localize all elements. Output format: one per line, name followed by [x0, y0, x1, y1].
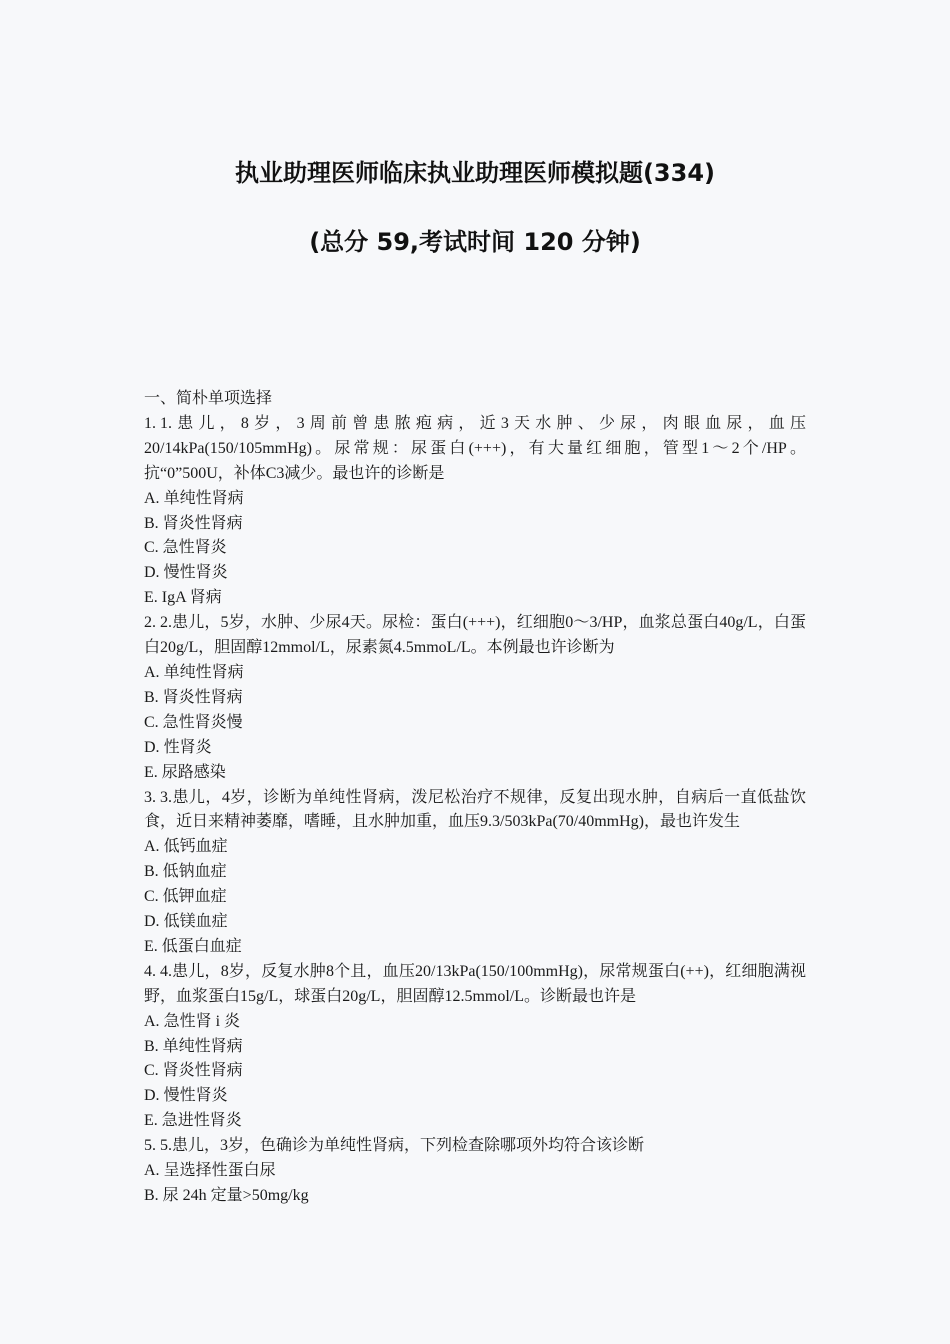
question-text: 1.患儿，8岁，3周前曾患脓疱病，近3天水肿、少尿，肉眼血尿，血压20/14kPa(150/105mmHg)。尿常规：尿蛋白(+++)，有大量红细胞，管型1～2个/HP。抗“0”500U，补体C3减少。最也许的诊断是 [144, 414, 806, 482]
option-text: 低钙血症 [163, 838, 228, 856]
option-text: 低蛋白血症 [161, 937, 242, 955]
question-text: 4.患儿，8岁，反复水肿8个且，血压20/13kPa(150/100mmHg)，尿常规蛋白(++)，红细胞满视野，血浆蛋白15g/L，球蛋白20g/L，胆固醇12.5mmol/L。诊断最也许是 [144, 962, 806, 1005]
option-text: 急性肾 i 炎 [163, 1012, 241, 1030]
option-text: 急进性肾炎 [161, 1112, 242, 1130]
option-text: 慢性肾炎 [163, 1087, 228, 1105]
question-1 [144, 412, 806, 611]
option-d[interactable] [144, 1084, 806, 1109]
question-3 [144, 786, 806, 960]
option-b[interactable] [144, 1035, 806, 1060]
option-e[interactable] [144, 586, 806, 611]
option-text: 尿 24h 定量>50mg/kg [162, 1187, 309, 1204]
option-letter: E. [144, 763, 158, 781]
option-c[interactable] [144, 1059, 806, 1084]
option-letter: C. [144, 1062, 159, 1080]
question-stem [144, 611, 806, 661]
option-a[interactable] [144, 487, 806, 512]
question-number: 5. [144, 1137, 156, 1155]
question-2 [144, 611, 806, 785]
question-stem [144, 412, 806, 487]
option-b[interactable] [144, 512, 806, 537]
option-b[interactable] [144, 860, 806, 885]
option-letter: D. [144, 564, 160, 582]
option-a[interactable] [144, 1159, 806, 1184]
question-stem [144, 786, 806, 836]
option-b[interactable] [144, 686, 806, 711]
option-a[interactable] [144, 661, 806, 686]
question-number: 4. [144, 962, 156, 980]
option-e[interactable] [144, 935, 806, 960]
option-letter: B. [144, 1187, 159, 1204]
option-text: 性肾炎 [163, 738, 212, 756]
option-e[interactable] [144, 1109, 806, 1134]
option-e[interactable] [144, 761, 806, 786]
option-text: 急性肾炎 [162, 539, 227, 557]
option-letter: C. [144, 539, 159, 557]
option-text: 尿路感染 [161, 763, 226, 781]
question-number: 2. [144, 614, 156, 632]
question-5 [144, 1134, 806, 1209]
option-letter: D. [144, 1087, 160, 1105]
option-text: 单纯性肾病 [162, 1037, 243, 1055]
option-text: 肾炎性肾病 [162, 688, 243, 706]
option-text: 慢性肾炎 [163, 564, 228, 582]
question-number: 1. [144, 414, 156, 432]
option-letter: A. [144, 489, 160, 507]
question-4 [144, 960, 806, 1134]
option-letter: A. [144, 1162, 160, 1180]
option-a[interactable] [144, 1010, 806, 1035]
option-c[interactable] [144, 885, 806, 910]
option-letter: E. [144, 937, 158, 955]
option-d[interactable] [144, 910, 806, 935]
option-text: IgA 肾病 [161, 589, 222, 607]
option-letter: C. [144, 888, 159, 906]
document-title: 执业助理医师临床执业助理医师模拟题(334) [234, 159, 716, 187]
question-list [144, 387, 806, 1209]
question-text: 5.患儿，3岁，色确诊为单纯性肾病，下列检查除哪项外均符合该诊断 [160, 1137, 645, 1155]
option-letter: E. [144, 1112, 158, 1130]
option-d[interactable] [144, 736, 806, 761]
option-letter: A. [144, 838, 160, 856]
question-stem [144, 1134, 806, 1159]
option-letter: A. [144, 1012, 160, 1030]
option-letter: C. [144, 713, 159, 731]
option-c[interactable] [144, 536, 806, 561]
option-letter: B. [144, 514, 159, 532]
option-text: 低钾血症 [162, 888, 227, 906]
document-subtitle: (总分 59,考试时间 120 分钟) [309, 228, 641, 256]
option-text: 单纯性肾病 [163, 663, 244, 681]
option-text: 低镁血症 [163, 913, 228, 931]
option-text: 肾炎性肾病 [162, 1062, 243, 1080]
option-text: 急性肾炎慢 [162, 713, 243, 731]
option-letter: D. [144, 738, 160, 756]
question-stem [144, 960, 806, 1010]
question-text: 2.患儿，5岁，水肿、少尿4天。尿检：蛋白(+++)，红细胞0～3/HP，血浆总蛋白40g/L，白蛋白20g/L，胆固醇12mmol/L，尿素氮4.5mmoL/L。本例最也许诊断为 [144, 614, 806, 657]
option-letter: D. [144, 913, 160, 931]
option-text: 呈选择性蛋白尿 [163, 1162, 276, 1180]
option-letter: A. [144, 663, 160, 681]
question-text: 3.患儿，4岁，诊断为单纯性肾病，泼尼松治疗不规律，反复出现水肿，自病后一直低盐饮食，近日来精神萎靡，嗜睡，且水肿加重，血压9.3/503kPa(70/40mmHg)，最也许发生 [144, 788, 806, 831]
option-letter: B. [144, 1037, 159, 1055]
question-number: 3. [144, 788, 156, 806]
option-c[interactable] [144, 711, 806, 736]
option-letter: B. [144, 863, 159, 881]
option-text: 肾炎性肾病 [162, 514, 243, 532]
option-letter: E. [144, 589, 158, 607]
section-heading: 一、简朴单项选择 [144, 390, 273, 407]
option-d[interactable] [144, 561, 806, 586]
option-a[interactable] [144, 835, 806, 860]
option-letter: B. [144, 688, 159, 706]
option-text: 单纯性肾病 [163, 489, 244, 507]
option-b[interactable] [144, 1184, 806, 1209]
option-text: 低钠血症 [162, 863, 227, 881]
